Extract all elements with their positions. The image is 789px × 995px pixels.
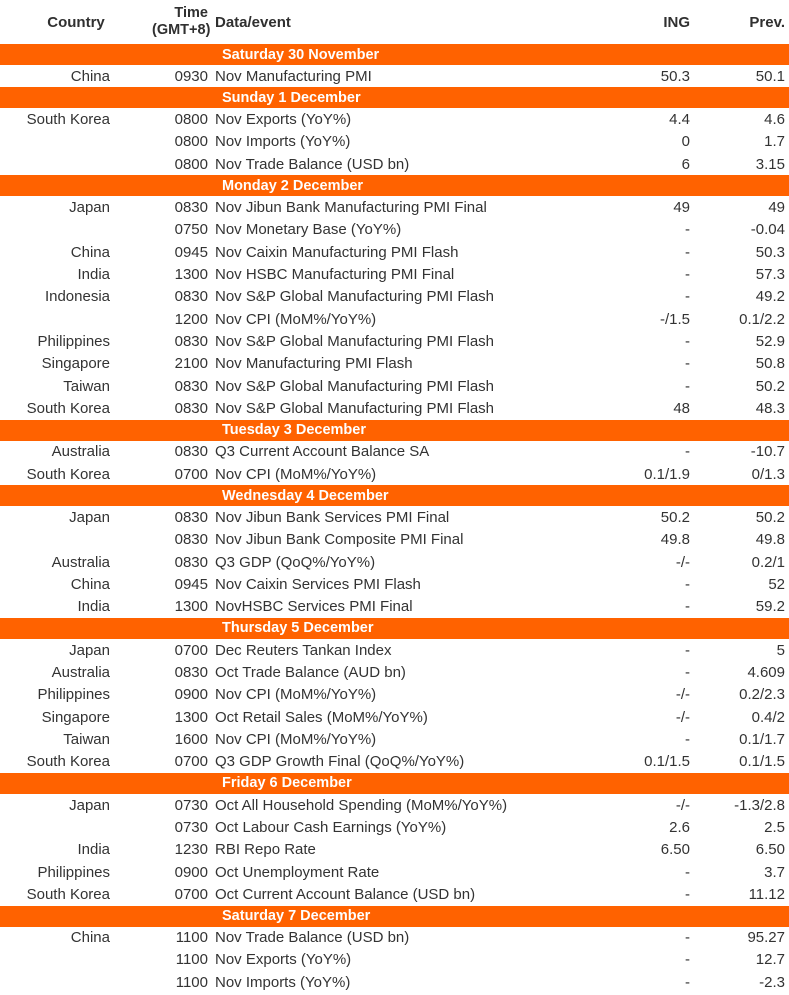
calendar-body: [0, 44, 789, 993]
ing-forecast-cell: -: [685, 332, 690, 350]
day-section-banner: [0, 485, 789, 506]
country-cell: Taiwan: [63, 377, 110, 395]
time-cell: 0700: [174, 753, 208, 771]
time-cell: 1230: [174, 841, 208, 859]
time-cell: 1300: [174, 265, 208, 283]
column-header-ing: ING: [663, 13, 690, 31]
prev-value-cell: 4.609: [747, 663, 785, 681]
prev-value-cell: 52: [768, 575, 785, 593]
event-cell: Nov Imports (YoY%): [215, 973, 351, 991]
prev-value-cell: 50.2: [755, 508, 785, 526]
time-cell: 0830: [174, 443, 208, 461]
prev-value-cell: 0/1.3: [751, 465, 785, 483]
time-cell: 0945: [174, 575, 208, 593]
ing-forecast-cell: -/-: [675, 553, 690, 571]
table-row: [0, 441, 789, 463]
ing-forecast-cell: -: [685, 288, 690, 306]
country-cell: Japan: [69, 198, 110, 216]
event-cell: Oct All Household Spending (MoM%/YoY%): [215, 796, 508, 814]
prev-value-cell: 59.2: [755, 598, 785, 616]
event-cell: Nov Jibun Bank Services PMI Final: [215, 508, 450, 526]
time-cell: 0700: [174, 885, 208, 903]
event-cell: Oct Current Account Balance (USD bn): [215, 885, 476, 903]
day-section-title: Tuesday 3 December: [222, 422, 366, 439]
ing-forecast-cell: -: [685, 377, 690, 395]
ing-forecast-cell: 0: [681, 133, 690, 151]
prev-value-cell: 12.7: [755, 951, 785, 969]
event-cell: Q3 GDP Growth Final (QoQ%/YoY%): [215, 753, 465, 771]
prev-value-cell: -0.04: [750, 221, 785, 239]
prev-value-cell: 50.1: [755, 67, 785, 85]
table-row: [0, 706, 789, 728]
country-cell: China: [70, 243, 110, 261]
table-row: [0, 196, 789, 218]
prev-value-cell: 50.3: [755, 243, 785, 261]
event-cell: Nov Exports (YoY%): [215, 110, 352, 128]
event-cell: Dec Reuters Tankan Index: [215, 641, 392, 659]
country-cell: Japan: [69, 641, 110, 659]
ing-forecast-cell: -: [685, 730, 690, 748]
ing-forecast-cell: 49.8: [660, 531, 690, 549]
event-cell: Nov S&P Global Manufacturing PMI Flash: [215, 288, 495, 306]
time-cell: 0700: [174, 465, 208, 483]
column-header-country: Country: [47, 13, 105, 31]
column-header-data-event: Data/event: [215, 13, 291, 31]
time-cell: 1200: [174, 310, 208, 328]
prev-value-cell: 48.3: [755, 399, 785, 417]
table-row: [0, 241, 789, 263]
prev-value-cell: 3.15: [755, 155, 785, 173]
time-cell: 0830: [174, 663, 208, 681]
ing-forecast-cell: -: [685, 929, 690, 947]
ing-forecast-cell: -/-: [675, 686, 690, 704]
prev-value-cell: 0.4/2: [751, 708, 785, 726]
time-cell: 0800: [174, 133, 208, 151]
country-cell: India: [77, 265, 110, 283]
event-cell: Nov Caixin Manufacturing PMI Flash: [215, 243, 459, 261]
prev-value-cell: 5: [776, 641, 785, 659]
ing-forecast-cell: 4.4: [669, 110, 690, 128]
table-row: [0, 131, 789, 153]
column-header-time-line1: Time: [174, 5, 208, 22]
country-cell: Australia: [51, 443, 110, 461]
event-cell: Nov Manufacturing PMI Flash: [215, 355, 413, 373]
country-cell: Philippines: [37, 332, 110, 350]
event-cell: Nov HSBC Manufacturing PMI Final: [215, 265, 455, 283]
event-cell: Nov Jibun Bank Manufacturing PMI Final: [215, 198, 487, 216]
table-row: [0, 971, 789, 993]
column-header-prev: Prev.: [749, 13, 785, 31]
table-row: [0, 219, 789, 241]
time-cell: 0830: [174, 399, 208, 417]
ing-forecast-cell: -/-: [675, 708, 690, 726]
event-cell: Q3 Current Account Balance SA: [215, 443, 430, 461]
prev-value-cell: -10.7: [750, 443, 785, 461]
prev-value-cell: 52.9: [755, 332, 785, 350]
time-cell: 0730: [174, 818, 208, 836]
event-cell: Oct Retail Sales (MoM%/YoY%): [215, 708, 428, 726]
time-cell: 0900: [174, 686, 208, 704]
table-row: [0, 728, 789, 750]
table-row: [0, 108, 789, 130]
table-row: [0, 506, 789, 528]
time-cell: 1100: [175, 951, 208, 969]
prev-value-cell: 0.1/1.7: [739, 730, 785, 748]
ing-forecast-cell: 49: [673, 198, 690, 216]
time-cell: 2100: [174, 355, 208, 373]
ing-forecast-cell: -: [685, 951, 690, 969]
event-cell: Oct Labour Cash Earnings (YoY%): [215, 818, 447, 836]
time-cell: 0830: [174, 377, 208, 395]
prev-value-cell: 4.6: [764, 110, 785, 128]
table-row: [0, 684, 789, 706]
event-cell: Nov S&P Global Manufacturing PMI Flash: [215, 377, 495, 395]
prev-value-cell: 1.7: [764, 133, 785, 151]
ing-forecast-cell: 50.3: [660, 67, 690, 85]
event-cell: Nov CPI (MoM%/YoY%): [215, 730, 377, 748]
country-cell: Singapore: [41, 355, 110, 373]
table-row: [0, 794, 789, 816]
day-section-banner: [0, 618, 789, 639]
time-cell: 0830: [174, 508, 208, 526]
event-cell: Nov CPI (MoM%/YoY%): [215, 465, 377, 483]
country-cell: Japan: [69, 796, 110, 814]
prev-value-cell: 49.8: [755, 531, 785, 549]
event-cell: Nov Monetary Base (YoY%): [215, 221, 402, 239]
day-section-title: Saturday 30 November: [222, 46, 380, 63]
ing-forecast-cell: -: [685, 863, 690, 881]
event-cell: Nov Caixin Services PMI Flash: [215, 575, 421, 593]
time-cell: 1300: [174, 708, 208, 726]
country-cell: South Korea: [26, 753, 110, 771]
day-section-title: Sunday 1 December: [222, 89, 361, 106]
prev-value-cell: 0.2/1: [751, 553, 785, 571]
time-cell: 0830: [174, 198, 208, 216]
table-row: [0, 529, 789, 551]
event-cell: Q3 GDP (QoQ%/YoY%): [215, 553, 376, 571]
prev-value-cell: 2.5: [764, 818, 785, 836]
table-header-row: [0, 0, 789, 44]
table-row: [0, 308, 789, 330]
event-cell: Oct Trade Balance (AUD bn): [215, 663, 406, 681]
ing-forecast-cell: -/-: [675, 796, 690, 814]
country-cell: South Korea: [26, 399, 110, 417]
event-cell: Nov Exports (YoY%): [215, 951, 352, 969]
country-cell: India: [77, 598, 110, 616]
table-row: [0, 596, 789, 618]
day-section-banner: [0, 175, 789, 196]
ing-forecast-cell: -/1.5: [659, 310, 690, 328]
ing-forecast-cell: -: [685, 641, 690, 659]
country-cell: Philippines: [37, 863, 110, 881]
time-cell: 0750: [174, 221, 208, 239]
day-section-title: Thursday 5 December: [222, 620, 374, 637]
time-cell: 1100: [175, 973, 208, 991]
time-cell: 1300: [174, 598, 208, 616]
ing-forecast-cell: -: [685, 243, 690, 261]
day-section-banner: [0, 420, 789, 441]
ing-forecast-cell: -: [685, 885, 690, 903]
prev-value-cell: 95.27: [747, 929, 785, 947]
ing-forecast-cell: 6.50: [660, 841, 690, 859]
time-cell: 0900: [174, 863, 208, 881]
column-header-time: [152, 5, 211, 38]
event-cell: Nov Jibun Bank Composite PMI Final: [215, 531, 464, 549]
country-cell: Taiwan: [63, 730, 110, 748]
table-row: [0, 927, 789, 949]
country-cell: China: [70, 929, 110, 947]
ing-forecast-cell: -: [685, 663, 690, 681]
table-row: [0, 839, 789, 861]
table-row: [0, 65, 789, 87]
table-row: [0, 861, 789, 883]
ing-forecast-cell: 6: [681, 155, 690, 173]
country-cell: Indonesia: [44, 288, 110, 306]
prev-value-cell: 0.2/2.3: [739, 686, 785, 704]
day-section-banner: [0, 87, 789, 108]
event-cell: RBI Repo Rate: [215, 841, 316, 859]
event-cell: Nov Manufacturing PMI: [215, 67, 372, 85]
time-cell: 0930: [174, 67, 208, 85]
country-cell: China: [70, 575, 110, 593]
table-row: [0, 353, 789, 375]
table-row: [0, 551, 789, 573]
ing-forecast-cell: -: [685, 443, 690, 461]
time-cell: 1100: [175, 929, 208, 947]
prev-value-cell: 0.1/2.2: [739, 310, 785, 328]
day-section-banner: [0, 906, 789, 927]
ing-forecast-cell: -: [685, 265, 690, 283]
day-section-title: Monday 2 December: [222, 177, 364, 194]
time-cell: 0800: [174, 110, 208, 128]
table-row: [0, 816, 789, 838]
event-cell: Nov S&P Global Manufacturing PMI Flash: [215, 332, 495, 350]
ing-forecast-cell: 50.2: [660, 508, 690, 526]
country-cell: China: [70, 67, 110, 85]
country-cell: Australia: [51, 553, 110, 571]
time-cell: 0700: [174, 641, 208, 659]
table-row: [0, 949, 789, 971]
column-header-time-line2: (GMT+8): [152, 22, 211, 38]
time-cell: 0800: [174, 155, 208, 173]
prev-value-cell: 11.12: [748, 885, 785, 903]
table-row: [0, 263, 789, 285]
time-cell: 0830: [174, 553, 208, 571]
time-cell: 0830: [174, 531, 208, 549]
time-cell: 1600: [174, 730, 208, 748]
event-cell: NovHSBC Services PMI Final: [215, 598, 413, 616]
country-cell: South Korea: [26, 885, 110, 903]
prev-value-cell: 50.2: [755, 377, 785, 395]
ing-forecast-cell: 2.6: [669, 818, 690, 836]
ing-forecast-cell: -: [685, 973, 690, 991]
ing-forecast-cell: -: [685, 221, 690, 239]
day-section-title: Wednesday 4 December: [222, 487, 389, 504]
event-cell: Nov CPI (MoM%/YoY%): [215, 686, 377, 704]
country-cell: South Korea: [26, 110, 110, 128]
ing-forecast-cell: 0.1/1.9: [644, 465, 690, 483]
table-row: [0, 397, 789, 419]
ing-forecast-cell: -: [685, 575, 690, 593]
country-cell: South Korea: [26, 465, 110, 483]
ing-forecast-cell: 0.1/1.5: [644, 753, 690, 771]
table-row: [0, 883, 789, 905]
time-cell: 0945: [174, 243, 208, 261]
table-row: [0, 330, 789, 352]
prev-value-cell: 6.50: [755, 841, 785, 859]
country-cell: Philippines: [37, 686, 110, 704]
event-cell: Nov Imports (YoY%): [215, 133, 351, 151]
table-row: [0, 153, 789, 175]
time-cell: 0830: [174, 288, 208, 306]
table-row: [0, 286, 789, 308]
ing-forecast-cell: -: [685, 355, 690, 373]
prev-value-cell: 49: [768, 198, 785, 216]
table-row: [0, 661, 789, 683]
table-row: [0, 375, 789, 397]
table-row: [0, 463, 789, 485]
prev-value-cell: 0.1/1.5: [739, 753, 785, 771]
time-cell: 0730: [174, 796, 208, 814]
table-row: [0, 639, 789, 661]
country-cell: Australia: [51, 663, 110, 681]
table-row: [0, 751, 789, 773]
day-section-title: Friday 6 December: [222, 775, 352, 792]
day-section-banner: [0, 773, 789, 794]
ing-forecast-cell: -: [685, 598, 690, 616]
prev-value-cell: 3.7: [764, 863, 785, 881]
event-cell: Nov S&P Global Manufacturing PMI Flash: [215, 399, 495, 417]
event-cell: Oct Unemployment Rate: [215, 863, 380, 881]
day-section-banner: [0, 44, 789, 65]
country-cell: Japan: [69, 508, 110, 526]
prev-value-cell: -1.3/2.8: [734, 796, 785, 814]
prev-value-cell: 50.8: [755, 355, 785, 373]
event-cell: Nov Trade Balance (USD bn): [215, 155, 410, 173]
time-cell: 0830: [174, 332, 208, 350]
prev-value-cell: -2.3: [759, 973, 785, 991]
day-section-title: Saturday 7 December: [222, 908, 371, 924]
country-cell: Singapore: [41, 708, 110, 726]
prev-value-cell: 49.2: [755, 288, 785, 306]
event-cell: Nov CPI (MoM%/YoY%): [215, 310, 377, 328]
country-cell: India: [77, 841, 110, 859]
table-row: [0, 573, 789, 595]
event-cell: Nov Trade Balance (USD bn): [215, 929, 410, 947]
prev-value-cell: 57.3: [755, 265, 785, 283]
ing-forecast-cell: 48: [673, 399, 690, 417]
